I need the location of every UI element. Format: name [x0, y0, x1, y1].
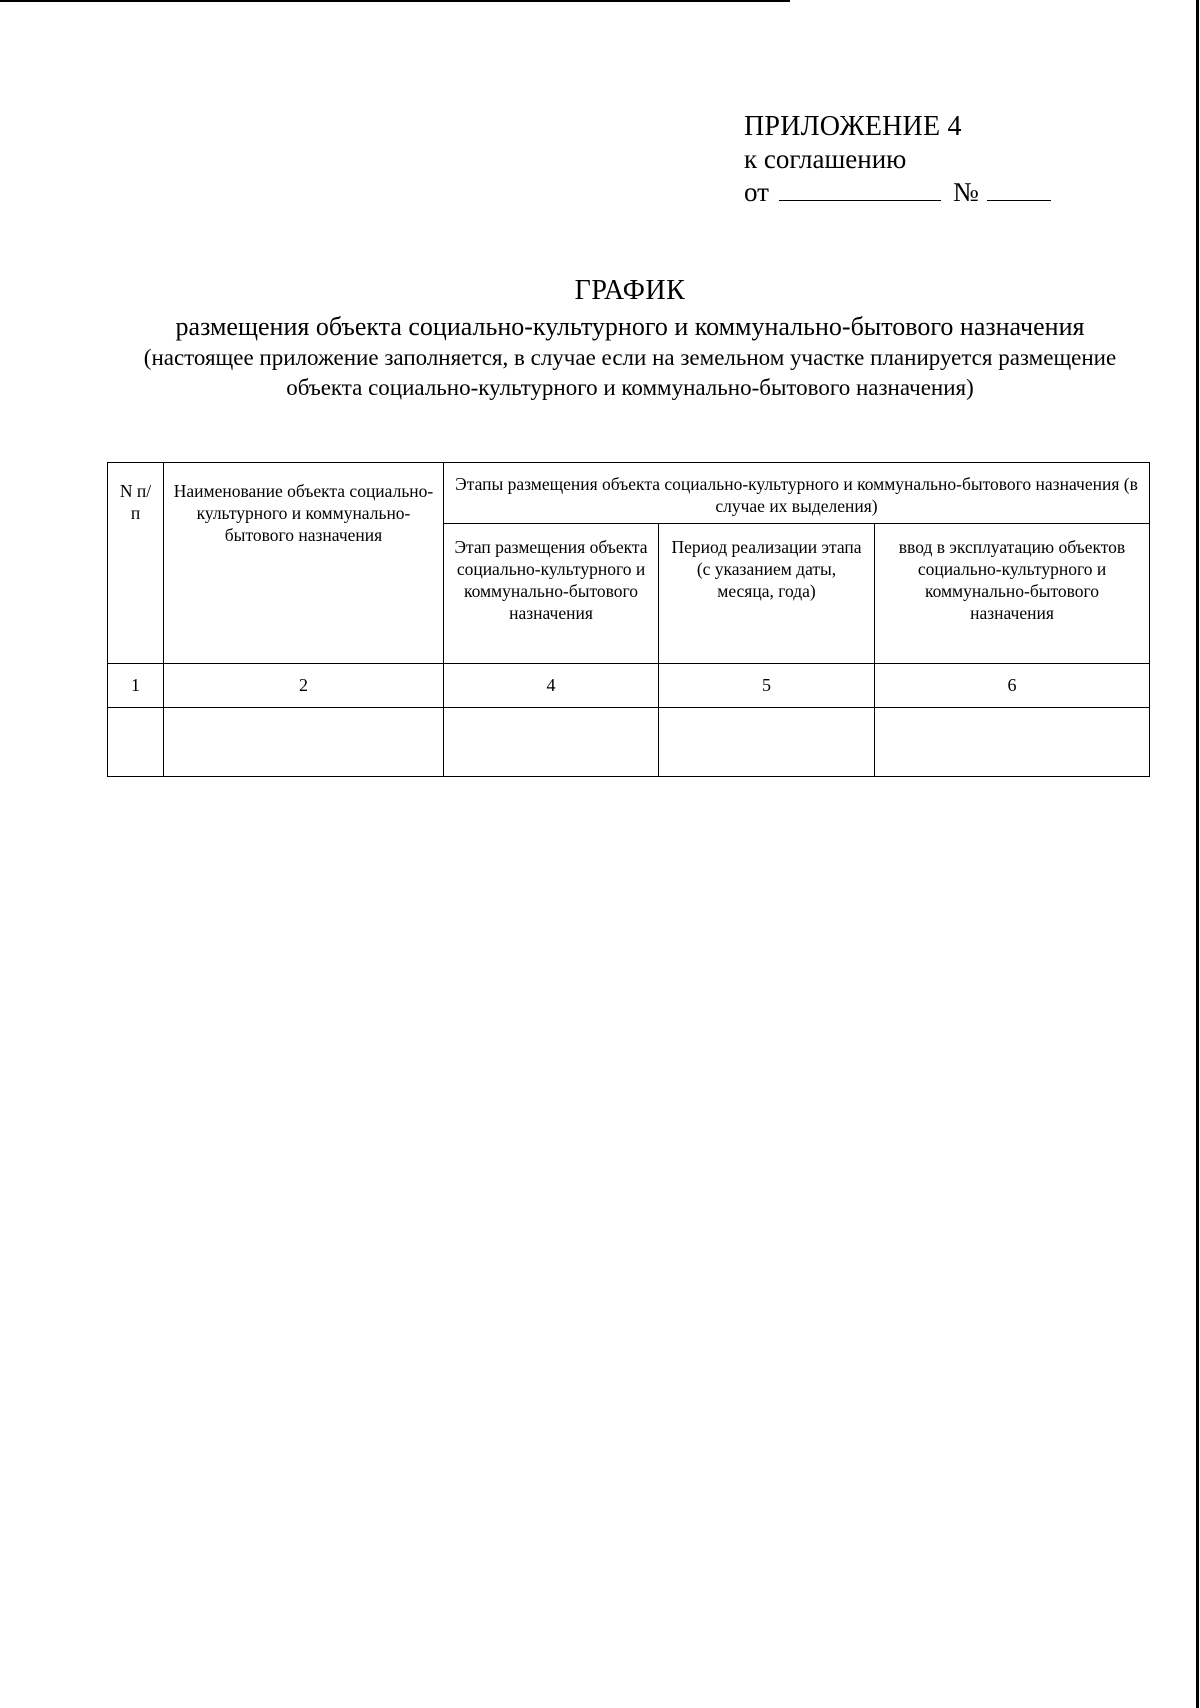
attachment-title: ПРИЛОЖЕНИЕ 4 [744, 111, 962, 142]
attachment-header [744, 110, 1051, 209]
document-heading: ГРАФИК [574, 275, 686, 306]
header-stages-group: Этапы размещения объекта социально-культурного и коммунально-бытового назначения (в случае их выделения) [444, 463, 1150, 524]
column-number-cell: 6 [875, 664, 1150, 708]
date-prefix: от [744, 177, 769, 207]
attachment-date-number-line [744, 176, 1051, 209]
document-title-block [100, 274, 1160, 403]
table-header-row [108, 463, 1150, 524]
scan-border-top [0, 0, 790, 2]
attachment-to-line: к соглашению [744, 144, 907, 174]
column-number-cell: 5 [659, 664, 875, 708]
header-commissioning: ввод в эксплуатацию объектов социально-культурного и коммунально-бытового назначения [875, 524, 1150, 664]
table-cell[interactable] [659, 708, 875, 777]
number-sign: № [952, 177, 979, 207]
header-period: Период реализации этапа (с указанием даты, месяца, года) [659, 524, 875, 664]
header-object-name: Наименование объекта социально-культурного и коммунально-бытового назначения [164, 463, 444, 664]
column-number-row [108, 664, 1150, 708]
table-cell[interactable] [444, 708, 659, 777]
column-number-cell: 4 [444, 664, 659, 708]
document-note-line-2: объекта социально-культурного и коммунально-бытового назначения) [286, 375, 974, 400]
document-note-line-1: (настоящее приложение заполняется, в случае если на земельном участке планируется размещение [143, 345, 1117, 370]
header-stage: Этап размещения объекта социально-культурного и коммунально-бытового назначения [444, 524, 659, 664]
schedule-table [107, 462, 1150, 777]
table-cell[interactable] [875, 708, 1150, 777]
number-blank-field[interactable] [987, 178, 1051, 201]
scan-border-right [1196, 0, 1199, 1708]
table-row [108, 708, 1150, 777]
column-number-cell: 2 [164, 664, 444, 708]
column-number-cell: 1 [108, 664, 164, 708]
table-cell[interactable] [164, 708, 444, 777]
table-cell[interactable] [108, 708, 164, 777]
document-subheading: размещения объекта социально-культурного и коммунально-бытового назначения [175, 312, 1085, 341]
header-number: N п/п [108, 463, 164, 664]
date-blank-field[interactable] [779, 178, 941, 201]
